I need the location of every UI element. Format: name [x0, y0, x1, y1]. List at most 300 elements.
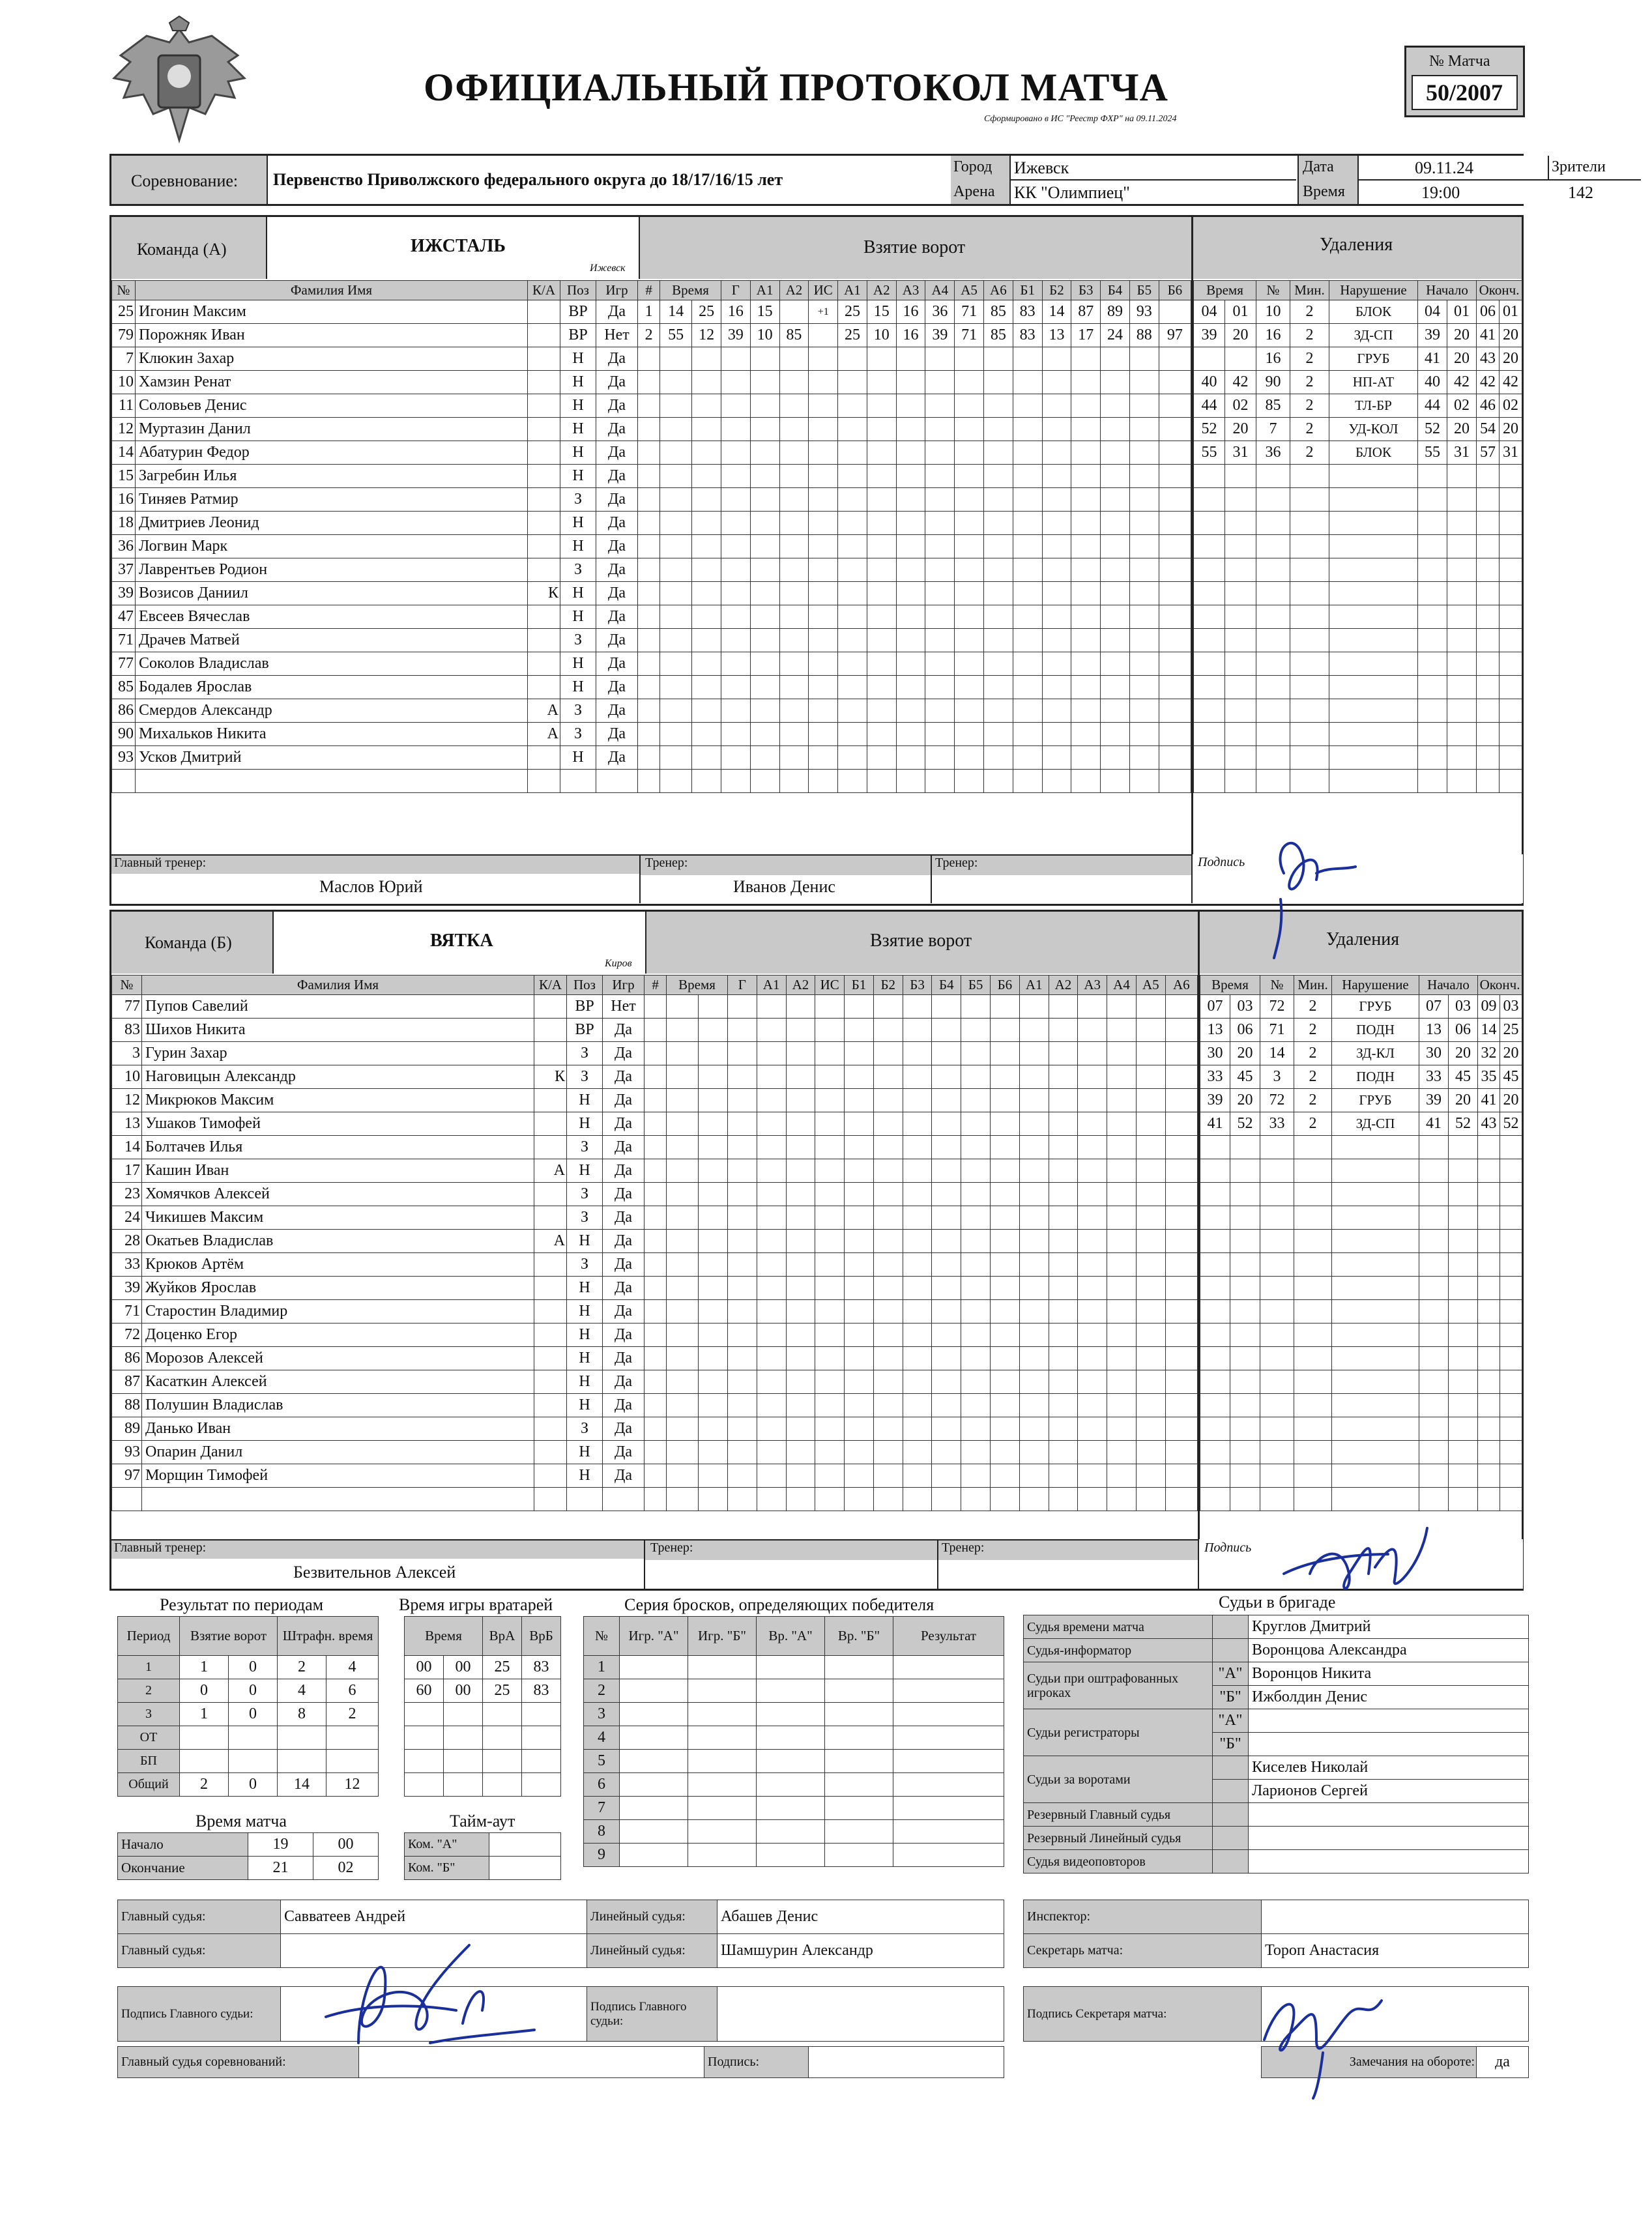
- player-row: [112, 1323, 645, 1347]
- penalty-cell: [1447, 512, 1477, 535]
- goal-cell: [1136, 1370, 1165, 1394]
- goal-cell: [699, 1277, 728, 1300]
- timeout-a-value: [489, 1833, 561, 1857]
- penalty-cell: [1329, 629, 1418, 652]
- goal-cell: 10: [867, 324, 896, 347]
- player-played: Да: [603, 1347, 645, 1370]
- goal-cell: [903, 1253, 932, 1277]
- penalty-cell: [1294, 1417, 1332, 1441]
- penalty-cell: [1260, 1488, 1294, 1511]
- player-position: Н: [567, 1464, 603, 1488]
- goal-cell: 88: [1129, 324, 1159, 347]
- penalty-cell: 2: [1294, 1065, 1332, 1089]
- referee-role: Резервный Главный судья: [1024, 1803, 1213, 1827]
- match-number: 50/2007: [1426, 80, 1503, 106]
- goal-cell: [1107, 1300, 1137, 1323]
- goal-cell: [645, 1277, 667, 1300]
- player-number: 86: [112, 699, 136, 723]
- player-row: [112, 723, 638, 746]
- penalty-cell: [1256, 629, 1290, 652]
- goal-cell: [786, 1159, 815, 1183]
- penalty-cell: [1447, 605, 1477, 629]
- goal-cell: [838, 535, 867, 558]
- goal-cell: [1107, 1253, 1137, 1277]
- shootout-cell: [893, 1703, 1004, 1726]
- main-referee-2-label: Главный судья:: [118, 1934, 281, 1968]
- penalty-cell: 55: [1418, 441, 1447, 465]
- chief-referee-table: [117, 2046, 1004, 2078]
- goal-cell: [645, 1065, 667, 1089]
- team-a-city: Ижевск: [590, 263, 626, 274]
- goals-header-cell: Время: [660, 281, 721, 300]
- goal-cell: [961, 1206, 991, 1230]
- goals-header-cell: А1: [757, 976, 786, 995]
- goal-cell: [645, 1253, 667, 1277]
- goal-cell: [638, 558, 660, 582]
- player-row: [112, 1136, 645, 1159]
- penalty-cell: [1294, 1441, 1332, 1464]
- goal-cell: [873, 1230, 903, 1253]
- player-name: Полушин Владислав: [142, 1394, 534, 1417]
- player-position: З: [567, 1042, 603, 1065]
- penalty-cell: 20: [1500, 324, 1522, 347]
- shootout-row: [584, 1820, 1004, 1844]
- goal-cell: [955, 535, 984, 558]
- goal-cell: [645, 1370, 667, 1394]
- team-b-head-coach: Безвительнов Алексей: [293, 1563, 456, 1582]
- goal-cell: [786, 1347, 815, 1370]
- goal-row: [645, 1464, 1198, 1488]
- penalty-cell: [1329, 535, 1418, 558]
- player-played: Да: [596, 582, 638, 605]
- penalty-cell: 44: [1194, 394, 1225, 418]
- roster-header-cell: Фамилия Имя: [142, 976, 534, 995]
- goal-cell: [838, 488, 867, 512]
- team-a-penalties-table: [1193, 280, 1522, 793]
- penalty-cell: [1500, 512, 1522, 535]
- match-end-label: Окончание: [118, 1857, 248, 1880]
- player-row: [112, 465, 638, 488]
- penalty-cell: [1260, 1323, 1294, 1347]
- shootout-cell: [688, 1679, 757, 1703]
- penalty-cell: [1477, 465, 1500, 488]
- goal-cell: [692, 394, 721, 418]
- goal-cell: [638, 652, 660, 676]
- penalty-cell: 25: [1500, 1019, 1522, 1042]
- goal-cell: [845, 1277, 874, 1300]
- goal-cell: [896, 582, 925, 605]
- goal-cell: [873, 1019, 903, 1042]
- referee-name: [1249, 1709, 1529, 1733]
- match-number-label: № Матча: [1429, 53, 1490, 70]
- penalty-cell: [1256, 770, 1290, 793]
- player-name: Морозов Алексей: [142, 1347, 534, 1370]
- goal-cell: 16: [896, 300, 925, 324]
- penalty-cell: [1500, 1347, 1522, 1370]
- goal-cell: [838, 629, 867, 652]
- goal-cell: [1136, 1488, 1165, 1511]
- penalty-cell: 3: [1260, 1065, 1294, 1089]
- shootout-cell: [757, 1679, 825, 1703]
- goal-cell: [750, 535, 779, 558]
- player-played: Да: [596, 371, 638, 394]
- penalty-cell: [1329, 770, 1418, 793]
- penalties-header-cell: №: [1260, 976, 1294, 995]
- penalty-cell: [1478, 1347, 1500, 1370]
- referee-side: [1213, 1756, 1249, 1780]
- goal-row: [638, 652, 1191, 676]
- penalty-cell: 42: [1477, 371, 1500, 394]
- penalty-cell: 03: [1230, 995, 1260, 1019]
- goal-cell: [779, 723, 809, 746]
- page-title: ОФИЦИАЛЬНЫЙ ПРОТОКОЛ МАТЧА: [424, 66, 1168, 109]
- goal-cell: [692, 347, 721, 371]
- penalty-cell: [1419, 1441, 1449, 1464]
- player-played: Да: [596, 746, 638, 770]
- shootout-cell: [620, 1844, 688, 1867]
- player-played: Да: [596, 488, 638, 512]
- player-role: [528, 371, 560, 394]
- penalty-cell: 06: [1449, 1019, 1478, 1042]
- shootout-number: 8: [584, 1820, 620, 1844]
- goal-cell: [667, 1183, 699, 1206]
- penalty-cell: [1200, 1159, 1230, 1183]
- goal-cell: [1078, 1347, 1107, 1370]
- goal-cell: [779, 300, 809, 324]
- goal-cell: [903, 1136, 932, 1159]
- goal-cell: [1129, 512, 1159, 535]
- penalty-row: [1194, 770, 1522, 793]
- penalty-cell: 52: [1500, 1112, 1522, 1136]
- penalty-cell: [1230, 1277, 1260, 1300]
- goal-cell: [1019, 1488, 1049, 1511]
- penalty-cell: [1418, 629, 1447, 652]
- penalty-cell: [1256, 465, 1290, 488]
- goal-cell: [1013, 512, 1042, 535]
- referee-name: Ижболдин Денис: [1249, 1686, 1529, 1709]
- goal-cell: [932, 1230, 961, 1253]
- penalty-cell: 7: [1256, 418, 1290, 441]
- match-start-minute: 00: [313, 1833, 379, 1857]
- goal-row: [638, 699, 1191, 723]
- penalty-cell: [1419, 1370, 1449, 1394]
- player-row: [112, 1488, 645, 1511]
- penalty-cell: [1477, 723, 1500, 746]
- goal-cell: [873, 1323, 903, 1347]
- penalty-cell: [1500, 629, 1522, 652]
- goal-cell: [961, 1042, 991, 1065]
- signature-main-referee-label: Подпись Главного судьи:: [118, 1987, 281, 2042]
- goal-cell: [667, 1370, 699, 1394]
- penalty-cell: 43: [1477, 347, 1500, 371]
- player-number: 10: [112, 371, 136, 394]
- goal-cell: [838, 441, 867, 465]
- penalty-cell: [1256, 512, 1290, 535]
- goal-cell: [1165, 1347, 1197, 1370]
- goal-cell: 39: [925, 324, 955, 347]
- time-label: Время: [1303, 183, 1345, 200]
- penalty-cell: [1260, 1464, 1294, 1488]
- penalty-cell: 20: [1225, 324, 1256, 347]
- player-role: [534, 1042, 567, 1065]
- penalty-cell: [1260, 1441, 1294, 1464]
- penalty-row: [1194, 441, 1522, 465]
- goal-cell: [1019, 995, 1049, 1019]
- player-number: 77: [112, 652, 136, 676]
- goal-row: [638, 347, 1191, 371]
- player-played: Да: [603, 1183, 645, 1206]
- goal-cell: [991, 1019, 1020, 1042]
- goal-cell: [903, 1323, 932, 1347]
- goal-cell: [667, 1441, 699, 1464]
- penalty-cell: 57: [1477, 441, 1500, 465]
- penalties-header: [1200, 976, 1522, 995]
- player-name: Опарин Данил: [142, 1441, 534, 1464]
- goal-row: [645, 1065, 1198, 1089]
- goal-cell: [757, 1253, 786, 1277]
- goal-cell: [896, 558, 925, 582]
- player-role: [528, 512, 560, 535]
- player-played: Да: [603, 1042, 645, 1065]
- penalty-cell: ГРУБ: [1332, 1089, 1419, 1112]
- player-number: 86: [112, 1347, 142, 1370]
- penalty-cell: [1230, 1230, 1260, 1253]
- shootout-cell: [757, 1726, 825, 1750]
- goal-cell: [786, 1417, 815, 1441]
- penalty-cell: [1332, 1253, 1419, 1277]
- team-b-goals-table: [644, 975, 1198, 1511]
- goal-cell: [1019, 1183, 1049, 1206]
- penalty-cell: 33: [1260, 1112, 1294, 1136]
- goal-cell: [1019, 1230, 1049, 1253]
- periods-title: Результат по периодам: [160, 1595, 324, 1614]
- penalty-cell: [1418, 746, 1447, 770]
- penalties-header-cell: Нарушение: [1329, 281, 1418, 300]
- spectators-label: Зрители: [1552, 158, 1606, 175]
- penalty-cell: [1478, 1277, 1500, 1300]
- goalie-cell: [522, 1750, 561, 1773]
- goal-cell: [1107, 1417, 1137, 1441]
- secretary-label: Секретарь матча:: [1024, 1934, 1262, 1968]
- goals-header-cell: #: [638, 281, 660, 300]
- goal-cell: [809, 371, 838, 394]
- penalty-cell: [1230, 1206, 1260, 1230]
- penalty-row: [1200, 1277, 1522, 1300]
- player-number: 15: [112, 465, 136, 488]
- goal-cell: [727, 1253, 757, 1277]
- goal-cell: [815, 1019, 845, 1042]
- goal-cell: [1107, 995, 1137, 1019]
- penalty-cell: 09: [1478, 995, 1500, 1019]
- goal-cell: 85: [779, 324, 809, 347]
- shootout-cell: [620, 1703, 688, 1726]
- penalty-cell: 52: [1449, 1112, 1478, 1136]
- goal-cell: +1: [809, 300, 838, 324]
- goal-row: [638, 676, 1191, 699]
- referees-table: [1023, 1615, 1529, 1873]
- goal-cell: [984, 723, 1013, 746]
- shootout-cell: [825, 1656, 893, 1679]
- penalty-cell: [1200, 1488, 1230, 1511]
- goal-cell: [1071, 558, 1101, 582]
- goal-cell: [667, 1112, 699, 1136]
- goal-cell: [873, 1253, 903, 1277]
- goal-cell: 97: [1159, 324, 1191, 347]
- penalty-cell: [1225, 347, 1256, 371]
- goal-cell: [984, 558, 1013, 582]
- goal-cell: [838, 582, 867, 605]
- player-name: Жуйков Ярослав: [142, 1277, 534, 1300]
- goal-cell: [727, 1370, 757, 1394]
- referee-side: [1213, 1803, 1249, 1827]
- penalty-cell: [1419, 1323, 1449, 1347]
- player-name: Логвин Марк: [136, 535, 528, 558]
- competition-label: Соревнование:: [131, 171, 239, 190]
- goal-cell: [815, 1347, 845, 1370]
- team-b-name: ВЯТКА: [430, 931, 493, 951]
- penalty-cell: [1294, 1370, 1332, 1394]
- goal-cell: [896, 465, 925, 488]
- goal-cell: [638, 535, 660, 558]
- goal-row: [638, 512, 1191, 535]
- period-row: [118, 1773, 379, 1797]
- penalty-cell: [1260, 1300, 1294, 1323]
- shootout-row: [584, 1656, 1004, 1679]
- penalty-cell: 03: [1500, 995, 1522, 1019]
- goalie-cell: [483, 1750, 522, 1773]
- goal-cell: [1165, 1323, 1197, 1347]
- goal-cell: [1049, 1136, 1078, 1159]
- goal-row: [645, 1230, 1198, 1253]
- player-position: Н: [560, 371, 596, 394]
- shootout-cell: [757, 1844, 825, 1867]
- period-cell: 0: [229, 1679, 278, 1703]
- goal-cell: [961, 1136, 991, 1159]
- roster-header: [112, 976, 645, 995]
- shootout-header: [584, 1617, 1004, 1656]
- shootout-cell: [893, 1820, 1004, 1844]
- player-role: [534, 1370, 567, 1394]
- shootout-number: 9: [584, 1844, 620, 1867]
- penalty-cell: 31: [1500, 441, 1522, 465]
- shootout-number: 6: [584, 1773, 620, 1797]
- player-number: 47: [112, 605, 136, 629]
- linesman-label: Линейный судья:: [587, 1900, 717, 1934]
- goal-cell: [1107, 1277, 1137, 1300]
- goal-cell: [1136, 1277, 1165, 1300]
- player-position: Н: [567, 1441, 603, 1464]
- referee-name: Круглов Дмитрий: [1249, 1615, 1529, 1639]
- player-number: 10: [112, 1065, 142, 1089]
- goal-cell: [1159, 418, 1191, 441]
- goal-cell: [1049, 1417, 1078, 1441]
- goal-cell: [779, 746, 809, 770]
- player-name: Порожняк Иван: [136, 324, 528, 347]
- penalty-cell: [1418, 723, 1447, 746]
- goal-cell: [757, 1323, 786, 1347]
- goal-cell: [1107, 1112, 1137, 1136]
- goals-header-cell: Б4: [932, 976, 961, 995]
- goal-cell: [873, 1136, 903, 1159]
- referee-name: [1249, 1827, 1529, 1850]
- player-role: А: [534, 1230, 567, 1253]
- goal-cell: [955, 441, 984, 465]
- goal-cell: [925, 723, 955, 746]
- player-role: [528, 558, 560, 582]
- goal-cell: [815, 1159, 845, 1183]
- goal-cell: [867, 558, 896, 582]
- penalty-cell: 41: [1200, 1112, 1230, 1136]
- goal-cell: [1101, 770, 1130, 793]
- roster-header-cell: Поз: [567, 976, 603, 995]
- shootout-row: [584, 1844, 1004, 1867]
- player-number: 79: [112, 324, 136, 347]
- goal-cell: [667, 1488, 699, 1511]
- penalty-cell: [1478, 1417, 1500, 1441]
- penalty-cell: [1230, 1300, 1260, 1323]
- shootout-cell: [757, 1703, 825, 1726]
- goal-cell: [991, 1183, 1020, 1206]
- goal-cell: [1019, 1159, 1049, 1183]
- player-row: [112, 324, 638, 347]
- shootout-cell: [620, 1797, 688, 1820]
- goal-cell: [867, 605, 896, 629]
- shootout-cell: [757, 1820, 825, 1844]
- shootout-table: [583, 1616, 1004, 1867]
- goal-cell: [815, 1230, 845, 1253]
- goal-cell: [1136, 1394, 1165, 1417]
- goal-row: [645, 1159, 1198, 1183]
- goal-cell: [873, 1065, 903, 1089]
- goal-cell: [1071, 347, 1101, 371]
- player-number: 71: [112, 1300, 142, 1323]
- goal-cell: [1101, 347, 1130, 371]
- referee-row: [1024, 1827, 1529, 1850]
- goalie-cell: 60: [405, 1679, 444, 1703]
- goal-cell: [1159, 770, 1191, 793]
- player-played: Да: [596, 300, 638, 324]
- goal-cell: [727, 1183, 757, 1206]
- goal-cell: [1136, 1065, 1165, 1089]
- player-name: Болтачев Илья: [142, 1136, 534, 1159]
- chief-signature-label: Подпись:: [704, 2047, 809, 2078]
- spectators: 142: [1568, 183, 1593, 202]
- goal-cell: 10: [750, 324, 779, 347]
- penalty-cell: [1478, 1159, 1500, 1183]
- penalty-cell: [1447, 535, 1477, 558]
- shootout-title: Серия бросков, определяющих победителя: [624, 1595, 935, 1614]
- shootout-cell: [620, 1679, 688, 1703]
- penalty-cell: [1290, 558, 1329, 582]
- goal-cell: [750, 347, 779, 371]
- player-played: Да: [596, 723, 638, 746]
- goal-cell: [699, 1488, 728, 1511]
- period-cell: 4: [278, 1679, 326, 1703]
- goal-cell: [757, 1441, 786, 1464]
- shootout-cell: [688, 1820, 757, 1844]
- goals-header-cell: Б5: [1129, 281, 1159, 300]
- penalties-header-cell: Начало: [1418, 281, 1477, 300]
- player-position: З: [567, 1183, 603, 1206]
- goal-cell: [757, 1277, 786, 1300]
- penalty-cell: [1447, 558, 1477, 582]
- penalty-cell: [1290, 676, 1329, 699]
- penalty-cell: [1332, 1136, 1419, 1159]
- player-row: [112, 371, 638, 394]
- penalty-cell: 2: [1294, 995, 1332, 1019]
- shootout-cell: [620, 1820, 688, 1844]
- shootout-row: [584, 1726, 1004, 1750]
